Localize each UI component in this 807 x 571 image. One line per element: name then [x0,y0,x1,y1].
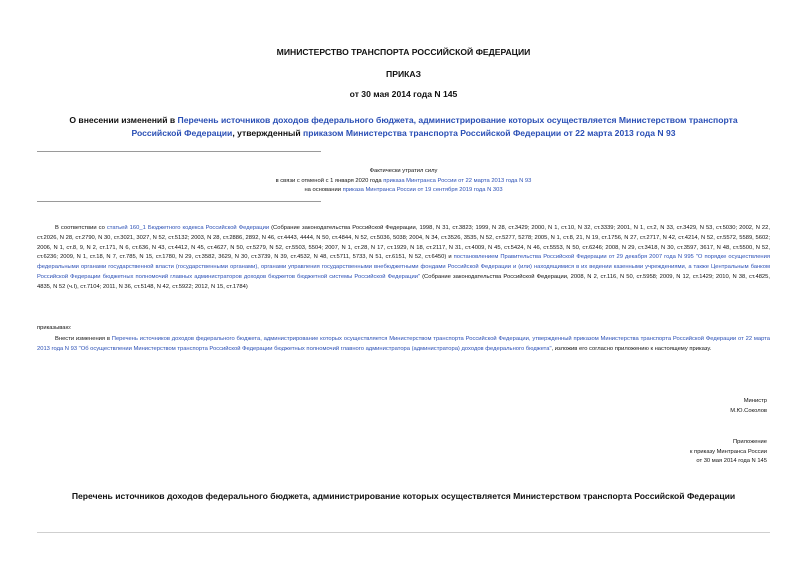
preamble-paragraph: В соответствии со статьей 160_1 Бюджетного кодекса Российской Федерации (Собрание законодательства Российской Федерации, 1998, N 31, ст.3823; 1999, N 28, ст.3429; 2000, N 1, ст.10, N 32, ст.3339; 2001, N 1, ст.2, N 33, ст.3429, N 53, ст.5030; 2002, N 22, ст.2026, N 28, ст.2790, N 30, ст.3021, 3027, N 52, ст.5132; 2003, N 28, ст.2886, 2892, N 46, ст.4443, 4444, N 50, ст.4844, N 52, ст.5036, 5038; 2004, N 34, ст.3526, 3535, N 52, ст.5277, 5278; 2005, N 1, ст.8, 21, N 19, ст.1756, N 27, ст.2717, N 42, ст.4214, N 52, ст.5572, 5589, 5602; 2006, N 1, ст.8, 9, N 2, ст.171, N 6, ст.636, N 43, ст.4412, N 45, ст.4627, N 50, ст.5279, N 52, ст.5503, 5504; 2007, N 1, ст.28, N 17, ст.1929, N 18, ст.2117, N 31, ст.4009, N 45, ст.5424, N 46, ст.5553, N 50, ст.6246; 2008, N 29, ст.3418, N 30, ст.3597, 3617, N 48, ст.5500, N 52, ст.6236; 2009, N 1, ст.18, N 7, ст.785, N 15, ст.1780, N 29, ст.3582, 3629, N 30, ст.3739, N 39, ст.4532, N 48, ст.5711, 5733, N 51, ст.6151, N 52, ст.6450) и постановлением Правительства Российской Федерации от 29 декабря 2007 года N 995 "О порядке осуществления федеральными органами государственной власти (государственными органами), органами управления государственными внебюджетными фондами Российской Федерации и (или) находящимися в их ведении казенными учреждениями, а также Центральным банком Российской Федерации бюджетных полномочий главных администраторов доходов бюджетов бюджетной системы Российской Федерации" (Собрание законодательства Российской Федерации, 2008, N 2, ст.116, N 50, ст.5958; 2009, N 12, ст.1429; 2010, N 38, ст.4825, 4835, N 52 (ч.I), ст.7104; 2011, N 36, ст.5148, N 42, ст.5922; 2012, N 15, ст.1784) [37,225,771,290]
document-date-number: от 30 мая 2014 года N 145 [349,89,458,99]
link-perechen-order-93[interactable]: Перечень источников доходов федерального бюджета, администрирование которых осуществляется Министерством транспорта Российской Федерации, утвержденный приказом Министерства транспорта Российской Федерации от 22 марта 2013 года N 93 "Об осуществлении Министерством транспорта Российской Федерации бюджетных полномочий главного администратора (администратора) доходов федерального бюджета" [37,336,770,352]
signature-name: М.Ю.Соколов [730,407,767,414]
appendix-line-2: к приказу Минтранса России [689,448,767,455]
document-title [50,114,757,139]
title-middle: , утвержденный [232,127,304,138]
status-line-3: на основании приказа Минтранса России от 19 сентября 2019 года N 303 [304,187,503,194]
ministry-heading: МИНИСТЕРСТВО ТРАНСПОРТА РОССИЙСКОЙ ФЕДЕРАЦИИ [276,47,531,57]
status-link-basis-order[interactable]: приказа Минтранса России от 19 сентября 2019 года N 303 [342,187,503,194]
order-paragraph: Внести изменения в Перечень источников доходов федерального бюджета, администрирование которых осуществляется Министерством транспорта Российской Федерации, утвержденный приказом Министерства транспорта Российской Федерации от 22 марта 2013 года N 93 "Об осуществлении Министерством транспорта Российской Федерации бюджетных полномочий главного администратора (администратора) доходов федерального бюджета", изложив его согласно приложению к настоящему приказу. [37,336,770,352]
divider-bottom [37,201,321,202]
title-link-prikaz[interactable]: приказом Министерства транспорта Российской Федерации от 22 марта 2013 года N 93 [303,127,676,138]
appendix-line-1: Приложение [732,439,767,445]
appendix-line-3: от 30 мая 2014 года N 145 [696,458,767,465]
signature-position: Министр [743,398,767,404]
status-line-1: Фактически утратил силу [369,168,438,174]
title-prefix: О внесении изменений в [69,115,178,125]
list-title: Перечень источников доходов федерального бюджета, администрирование которых осуществляется Министерством транспорта Российской Федерации [71,491,736,501]
appendix-block [690,438,767,467]
link-government-resolution[interactable]: постановлением Правительства Российской Федерации от 29 декабря 2007 года N 995 "О порядке осуществления федеральными органами государственной власти (государственными органами), органами управления государственными внебюджетными фондами Российской Федерации и (или) находящимися в их ведении казенными учреждениями, а также Центральным банком Российской Федерации бюджетных полномочий главных администраторов доходов бюджетов бюджетной системы Российской Федерации" [37,254,771,280]
document-type-heading: ПРИКАЗ [386,69,421,79]
status-link-cancelled-order[interactable]: приказа Минтранса России от 22 марта 2013 года N 93 [383,177,532,184]
divider-top [37,151,321,152]
order-word: приказываю: [37,325,72,331]
signature-block [730,397,767,416]
divider-footer [37,532,770,533]
status-line-2: в связи с отменой с 1 января 2020 года приказа Минтранса России от 22 марта 2013 года N 93 [275,177,532,184]
link-budget-code-article[interactable]: статьей 160_1 Бюджетного кодекса Российской Федерации [106,225,270,231]
status-note [0,167,807,196]
title-link-perechen[interactable]: Перечень источников доходов федерального бюджета, администрирование которых осуществляется Министерством транспорта Российской Федерации [131,115,738,138]
